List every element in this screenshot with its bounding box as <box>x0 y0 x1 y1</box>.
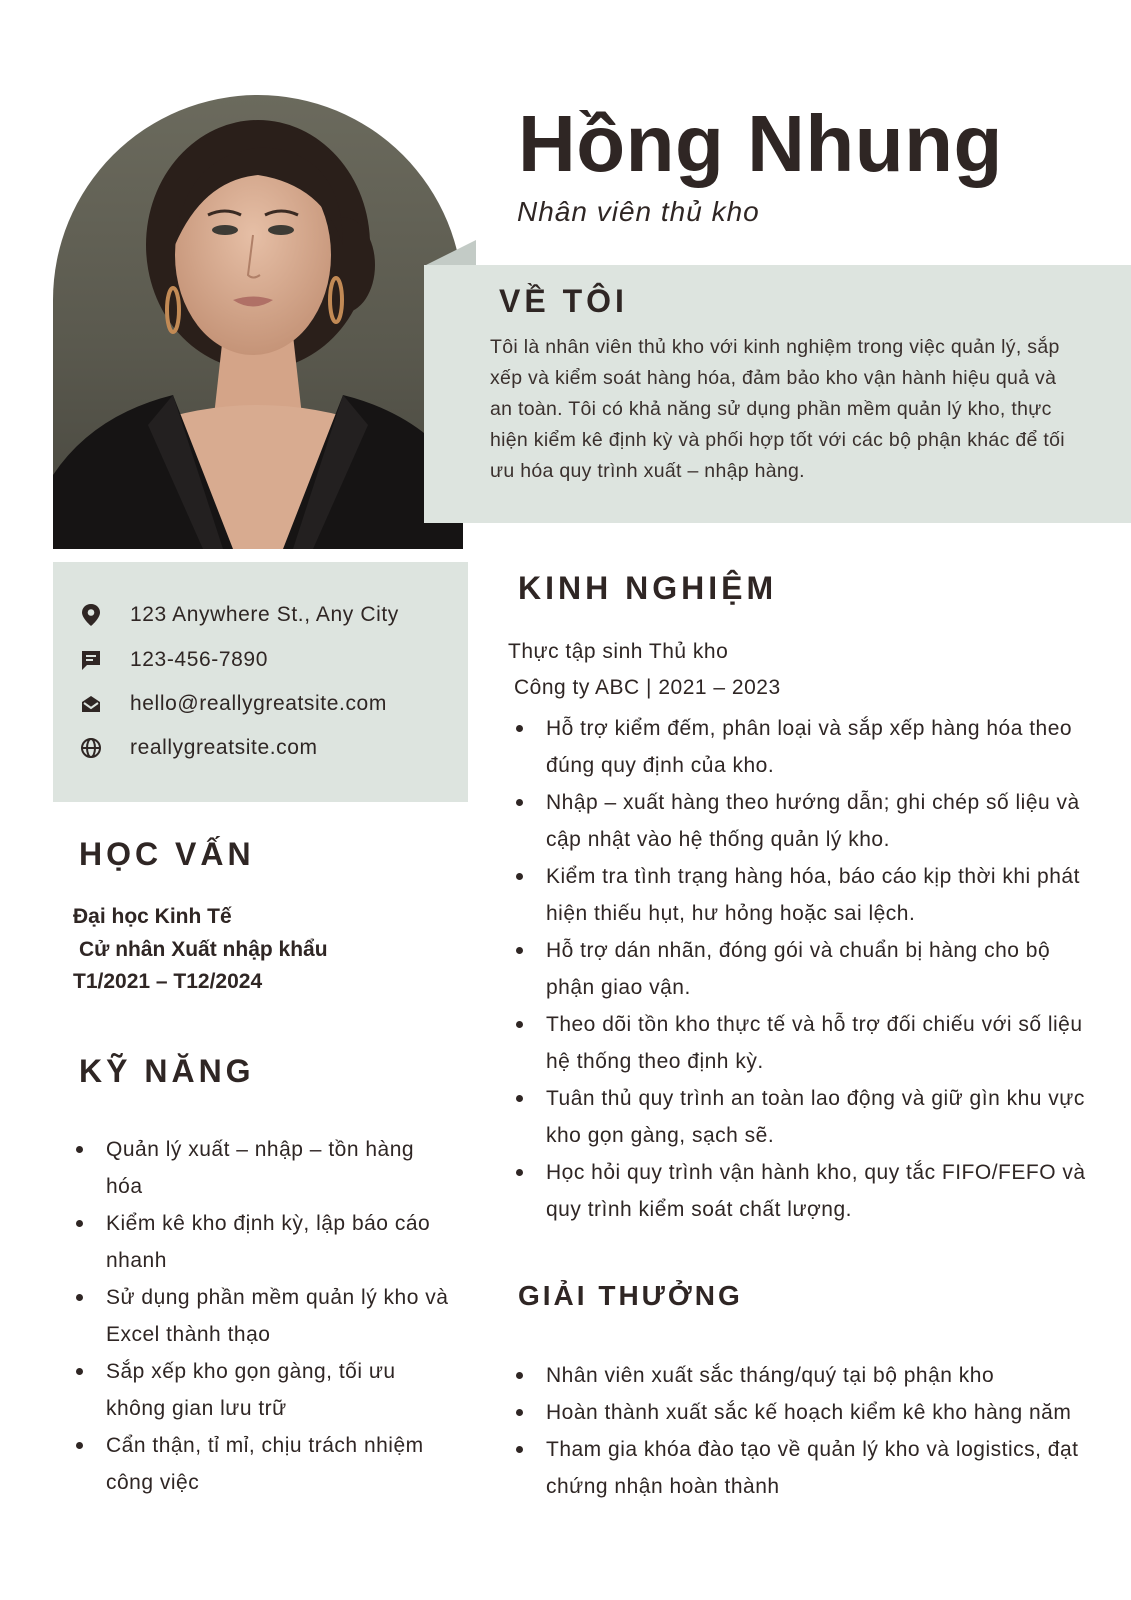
list-item: Sắp xếp kho gọn gàng, tối ưu không gian lưu trữ <box>72 1353 452 1427</box>
chat-icon <box>78 647 104 673</box>
about-text: Tôi là nhân viên thủ kho với kinh nghiệm trong việc quản lý, sắp xếp và kiểm soát hàng hóa, đảm bảo kho vận hành hiệu quả và an toàn. Tôi có khả năng sử dụng phần mềm quản lý kho, thực hiện kiểm kê định kỳ và phối hợp tốt với các bộ phận khác để tối ưu hóa quy trình xuất – nhập hàng. <box>490 336 1065 482</box>
job-title: Nhân viên thủ kho <box>517 196 760 227</box>
skills-list <box>72 1131 452 1501</box>
about-heading: VỀ TÔI <box>499 283 628 319</box>
education-degree: Cử nhân Xuất nhập khẩu <box>79 938 328 961</box>
list-item: Học hỏi quy trình vận hành kho, quy tắc FIFO/FEFO và quy trình kiểm soát chất lượng. <box>512 1154 1102 1228</box>
experience-company: Công ty ABC | 2021 – 2023 <box>514 676 781 699</box>
list-item: Quản lý xuất – nhập – tồn hàng hóa <box>72 1131 452 1205</box>
location-pin-icon <box>78 602 104 628</box>
list-item: Kiểm tra tình trạng hàng hóa, báo cáo kịp thời khi phát hiện thiếu hụt, hư hỏng hoặc sai lệch. <box>512 858 1102 932</box>
experience-heading: KINH NGHIỆM <box>518 570 778 606</box>
list-item: Nhập – xuất hàng theo hướng dẫn; ghi chép số liệu và cập nhật vào hệ thống quản lý kho. <box>512 784 1102 858</box>
education-period: T1/2021 – T12/2024 <box>73 970 263 993</box>
phone-text[interactable]: 123-456-7890 <box>130 648 268 671</box>
list-item: Hỗ trợ dán nhãn, đóng gói và chuẩn bị hàng cho bộ phận giao vận. <box>512 932 1102 1006</box>
profile-photo <box>53 95 463 549</box>
list-item: Kiểm kê kho định kỳ, lập báo cáo nhanh <box>72 1205 452 1279</box>
list-item: Hoàn thành xuất sắc kế hoạch kiểm kê kho hàng năm <box>512 1394 1102 1431</box>
contact-address <box>78 599 399 631</box>
experience-position: Thực tập sinh Thủ kho <box>508 640 729 663</box>
contact-email <box>78 688 387 720</box>
skills-heading: KỸ NĂNG <box>79 1053 255 1089</box>
list-item: Cẩn thận, tỉ mỉ, chịu trách nhiệm công việc <box>72 1427 452 1501</box>
contact-panel <box>53 562 468 802</box>
about-notch-decoration <box>424 240 476 266</box>
candidate-name: Hồng Nhung <box>518 99 1003 188</box>
awards-list <box>512 1357 1102 1505</box>
list-item: Theo dõi tồn kho thực tế và hỗ trợ đối chiếu với số liệu hệ thống theo định kỳ. <box>512 1006 1102 1080</box>
list-item: Hỗ trợ kiểm đếm, phân loại và sắp xếp hàng hóa theo đúng quy định của kho. <box>512 710 1102 784</box>
list-item: Nhân viên xuất sắc tháng/quý tại bộ phận kho <box>512 1357 1102 1394</box>
education-heading: HỌC VẤN <box>79 836 255 872</box>
list-item: Tuân thủ quy trình an toàn lao động và giữ gìn khu vực kho gọn gàng, sạch sẽ. <box>512 1080 1102 1154</box>
email-text[interactable]: hello@reallygreatsite.com <box>130 692 387 715</box>
website-text[interactable]: reallygreatsite.com <box>130 736 318 759</box>
awards-heading: GIẢI THƯỞNG <box>518 1280 743 1311</box>
contact-phone <box>78 644 268 676</box>
list-item: Tham gia khóa đào tạo về quản lý kho và logistics, đạt chứng nhận hoàn thành <box>512 1431 1102 1505</box>
contact-website <box>78 732 318 764</box>
address-text: 123 Anywhere St., Any City <box>130 603 399 626</box>
globe-icon <box>78 735 104 761</box>
mail-icon <box>78 691 104 717</box>
list-item: Sử dụng phần mềm quản lý kho và Excel thành thạo <box>72 1279 452 1353</box>
education-school: Đại học Kinh Tế <box>73 905 232 928</box>
experience-list <box>512 710 1102 1228</box>
